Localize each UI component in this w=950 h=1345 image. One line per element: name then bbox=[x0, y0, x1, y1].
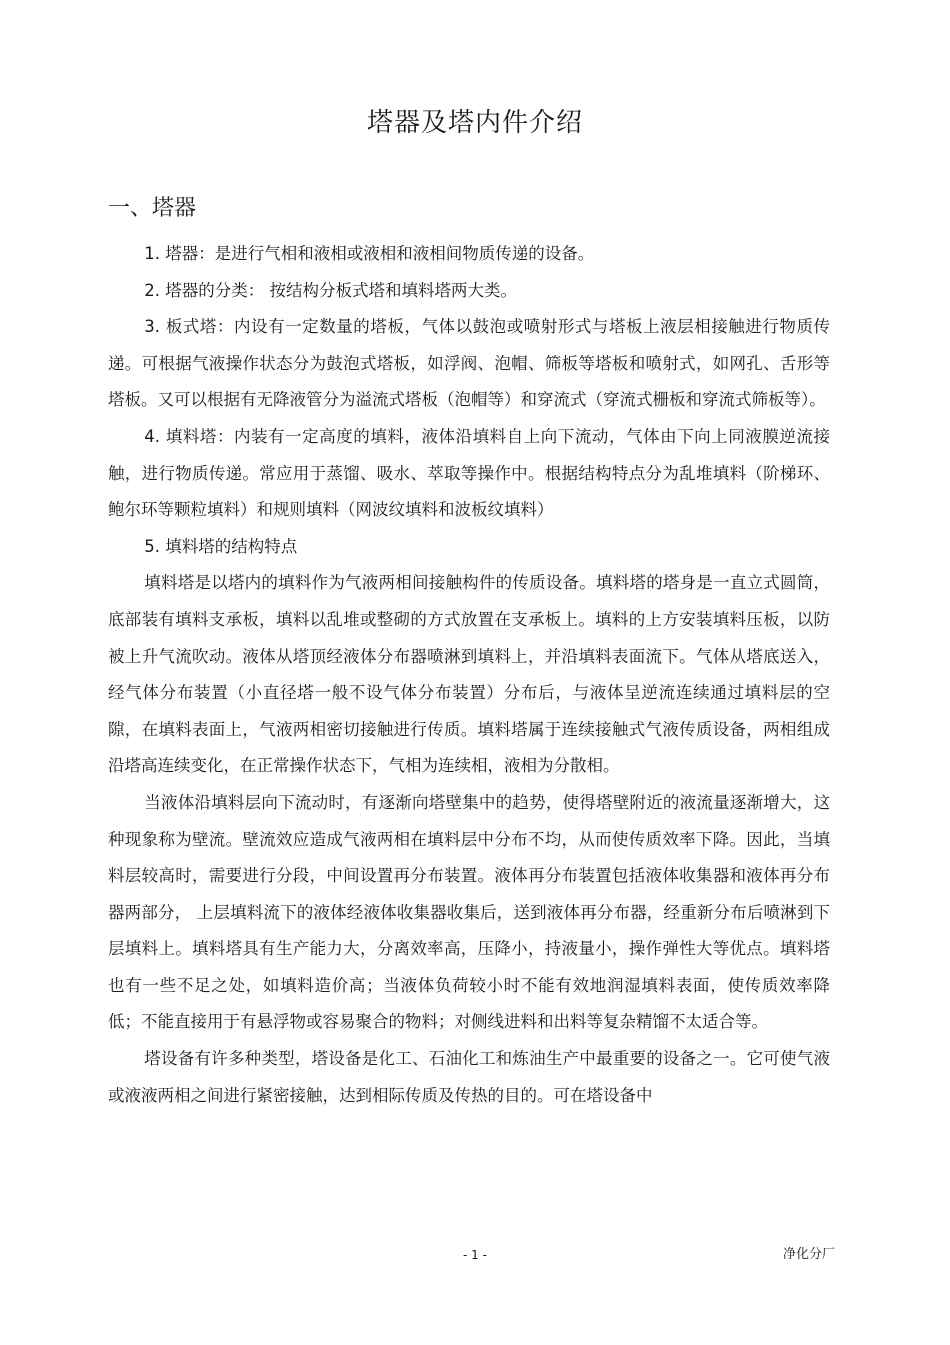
footer-organization: 净化分厂 bbox=[782, 1247, 835, 1262]
paragraph-tower-equipment: 塔设备有许多种类型，塔设备是化工、石油化工和炼油生产中最重要的设备之一。它可使气液或液液两相之间进行紧密接触，达到相际传质及传热的目的。可在塔设备中 bbox=[108, 1049, 830, 1105]
paragraph-wall-flow: 当液体沿填料层向下流动时，有逐渐向塔壁集中的趋势，使得塔壁附近的液流量逐渐增大，这种现象称为壁流。壁流效应造成气液两相在填料层中分布不均，从而使传质效率下降。因此，当填料层较高时，需要进行分段，中间设置再分布装置。液体再分布装置包括液体收集器和液体再分布器两部分， 上层填料流下的液体经液体收集器收集后，送到液体再分布器，经重新分布后喷淋到下层填料上。填料塔具有生产能力大，分离效率高，压降小，持液量小，操作弹性大等优点。填料塔也有一些不足之处，如填料造价高；当液体负荷较小时不能有效地润湿填料表面，使传质效率降低；不能直接用于有悬浮物或容易聚合的物料；对侧线进料和出料等复杂精馏不太适合等。 bbox=[108, 792, 830, 1032]
paragraph-definition: 1. 塔器：是进行气相和液相或液相和液相间物质传递的设备。 bbox=[144, 244, 595, 263]
page-title: 塔器及塔内件介绍 bbox=[366, 108, 583, 138]
paragraph-structure-heading: 5. 填料塔的结构特点 bbox=[144, 536, 298, 556]
page-number: - 1 - bbox=[463, 1248, 487, 1262]
section-heading: 一、塔器 bbox=[108, 196, 197, 221]
body-text bbox=[108, 236, 830, 1114]
paragraph-packed-tower: 4. 填料塔：内装有一定高度的填料，液体沿填料自上向下流动，气体由下向上同液膜逆流接触，进行物质传递。常应用于蒸馏、吸水、萃取等操作中。根据结构特点分为乱堆填料（阶梯环、鲍尔环等颗粒填料）和规则填料（网波纹填料和波板纹填料） bbox=[108, 426, 830, 520]
paragraph-classification: 2. 塔器的分类： 按结构分板式塔和填料塔两大类。 bbox=[144, 280, 518, 300]
paragraph-plate-tower: 3. 板式塔：内设有一定数量的塔板，气体以鼓泡或喷射形式与塔板上液层相接触进行物质传递。可根据气液操作状态分为鼓泡式塔板，如浮阀、泡帽、筛板等塔板和喷射式，如网孔、舌形等塔板。又可以根据有无降液管分为溢流式塔板（泡帽等）和穿流式（穿流式栅板和穿流式筛板等）。 bbox=[108, 317, 830, 410]
paragraph-structure-details: 填料塔是以塔内的填料作为气液两相间接触构件的传质设备。填料塔的塔身是一直立式圆筒，底部装有填料支承板，填料以乱堆或整砌的方式放置在支承板上。填料的上方安装填料压板，以防被上升气流吹动。液体从塔顶经液体分布器喷淋到填料上，并沿填料表面流下。气体从塔底送入，经气体分布装置（小直径塔一般不设气体分布装置）分布后，与液体呈逆流连续通过填料层的空隙，在填料表面上，气液两相密切接触进行传质。填料塔属于连续接触式气液传质设备，两相组成沿塔高连续变化，在正常操作状态下，气相为连续相，液相为分散相。 bbox=[108, 573, 830, 776]
